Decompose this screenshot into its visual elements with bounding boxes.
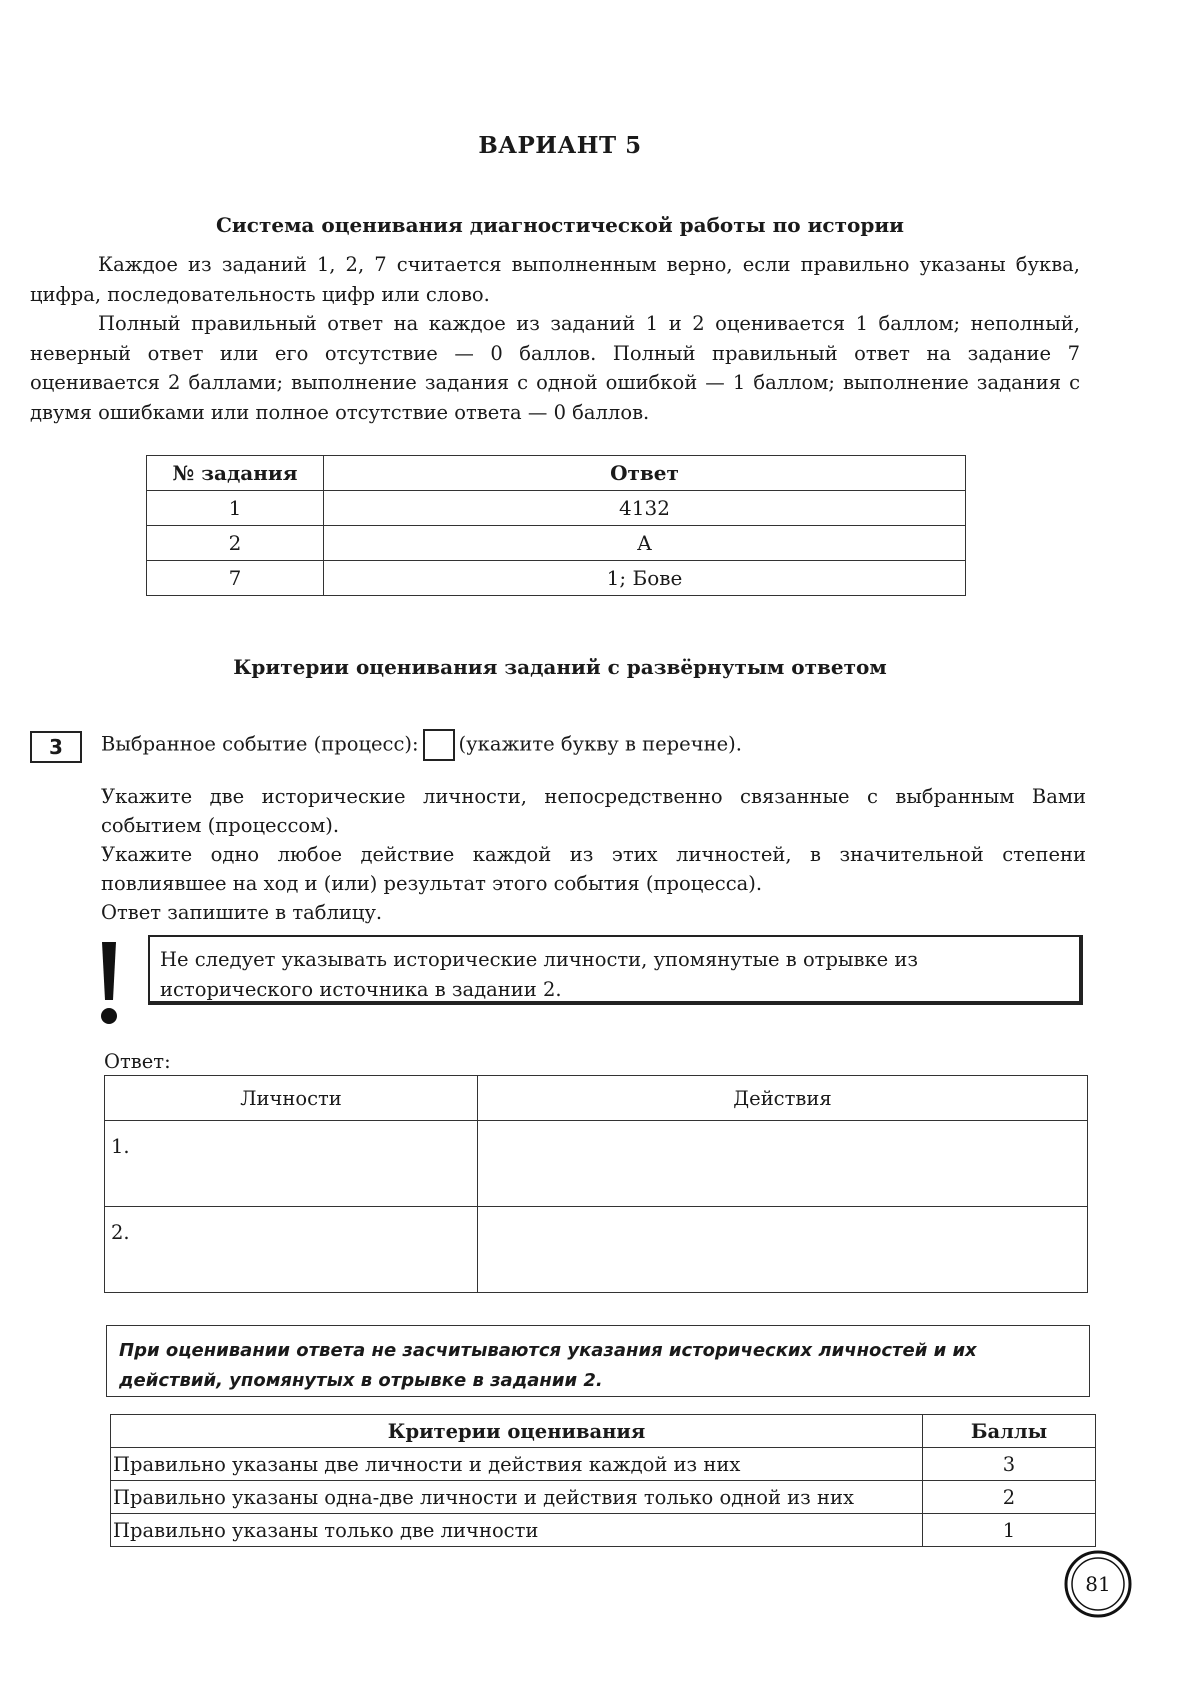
table-row [105,1121,1088,1207]
table-row [147,561,966,596]
person-cell[interactable]: 1. [105,1121,478,1207]
paragraph-2: Полный правильный ответ на каждое из заданий 1 и 2 оценивается 1 баллом; неполный, неверный ответ или его отсутствие — 0 баллов. Полный правильный ответ на задание 7 оценивается 2 баллами; выполнение задания с одной ошибкой — 1 баллом; выполнение задания с двумя ошибками или полное отсутствие ответа — 0 баллов. [30,312,1080,424]
points-cell: 1 [923,1514,1096,1547]
task-number-badge: 3 [30,731,82,763]
answer-cell: 1; Бове [324,561,966,596]
answer-label: Ответ: [104,1050,171,1073]
table-row [105,1207,1088,1293]
answer-key-table [146,455,966,596]
person-cell[interactable]: 2. [105,1207,478,1293]
instruction-3: Ответ запишите в таблицу. [101,901,383,924]
criteria-table [110,1414,1096,1547]
task-number-cell: 2 [147,526,324,561]
paragraph-1: Каждое из заданий 1, 2, 7 считается выполненным верно, если правильно указаны буква, цифра, последовательность цифр или слово. [30,253,1080,306]
table-row [147,491,966,526]
answer-header-task: № задания [147,456,324,491]
points-cell: 2 [923,1481,1096,1514]
page-number: 81 [1085,1572,1111,1596]
criterion-cell: Правильно указаны две личности и действия каждой из них [111,1448,923,1481]
note-box: Не следует указывать исторические личности, упомянутые в отрывке из исторического источника в задании 2. [148,935,1083,1005]
instruction-2: Укажите одно любое действие каждой из этих личностей, в значительной степени повлиявшее на ход и (или) результат этого события (процесса). [101,843,1086,895]
section-title-scoring: Система оценивания диагностической работы по истории [216,213,904,237]
event-line [101,729,742,761]
task-number-cell: 7 [147,561,324,596]
instructions [101,782,1086,927]
section-title-criteria: Критерии оценивания заданий с развёрнутым ответом [233,655,887,679]
variant-title: ВАРИАНТ 5 [478,132,642,159]
event-label: Выбранное событие (процесс): [101,732,419,756]
table-row [111,1481,1096,1514]
action-cell[interactable] [478,1121,1088,1207]
grid-header-actions: Действия [478,1076,1088,1121]
criterion-cell: Правильно указаны только две личности [111,1514,923,1547]
table-row [147,526,966,561]
page-number-badge [1064,1550,1132,1618]
exclamation-icon [94,940,124,1026]
task-number-cell: 1 [147,491,324,526]
instruction-1: Укажите две исторические личности, непосредственно связанные с выбранным Вами событием (процессом). [101,785,1086,837]
points-cell: 3 [923,1448,1096,1481]
answer-header-answer: Ответ [324,456,966,491]
answer-cell: 4132 [324,491,966,526]
answer-grid [104,1075,1088,1293]
points-header: Баллы [923,1415,1096,1448]
table-row [111,1514,1096,1547]
answer-cell: А [324,526,966,561]
criterion-cell: Правильно указаны одна-две личности и действия только одной из них [111,1481,923,1514]
criteria-header: Критерии оценивания [111,1415,923,1448]
table-row [111,1448,1096,1481]
event-letter-box[interactable] [423,729,455,761]
evaluation-warning: При оценивании ответа не засчитываются указания исторических личностей и их действий, упомянутых в отрывке в задании 2. [106,1325,1090,1397]
scoring-paragraphs [30,250,1080,427]
action-cell[interactable] [478,1207,1088,1293]
event-hint: (укажите букву в перечне). [458,732,742,756]
grid-header-persons: Личности [105,1076,478,1121]
